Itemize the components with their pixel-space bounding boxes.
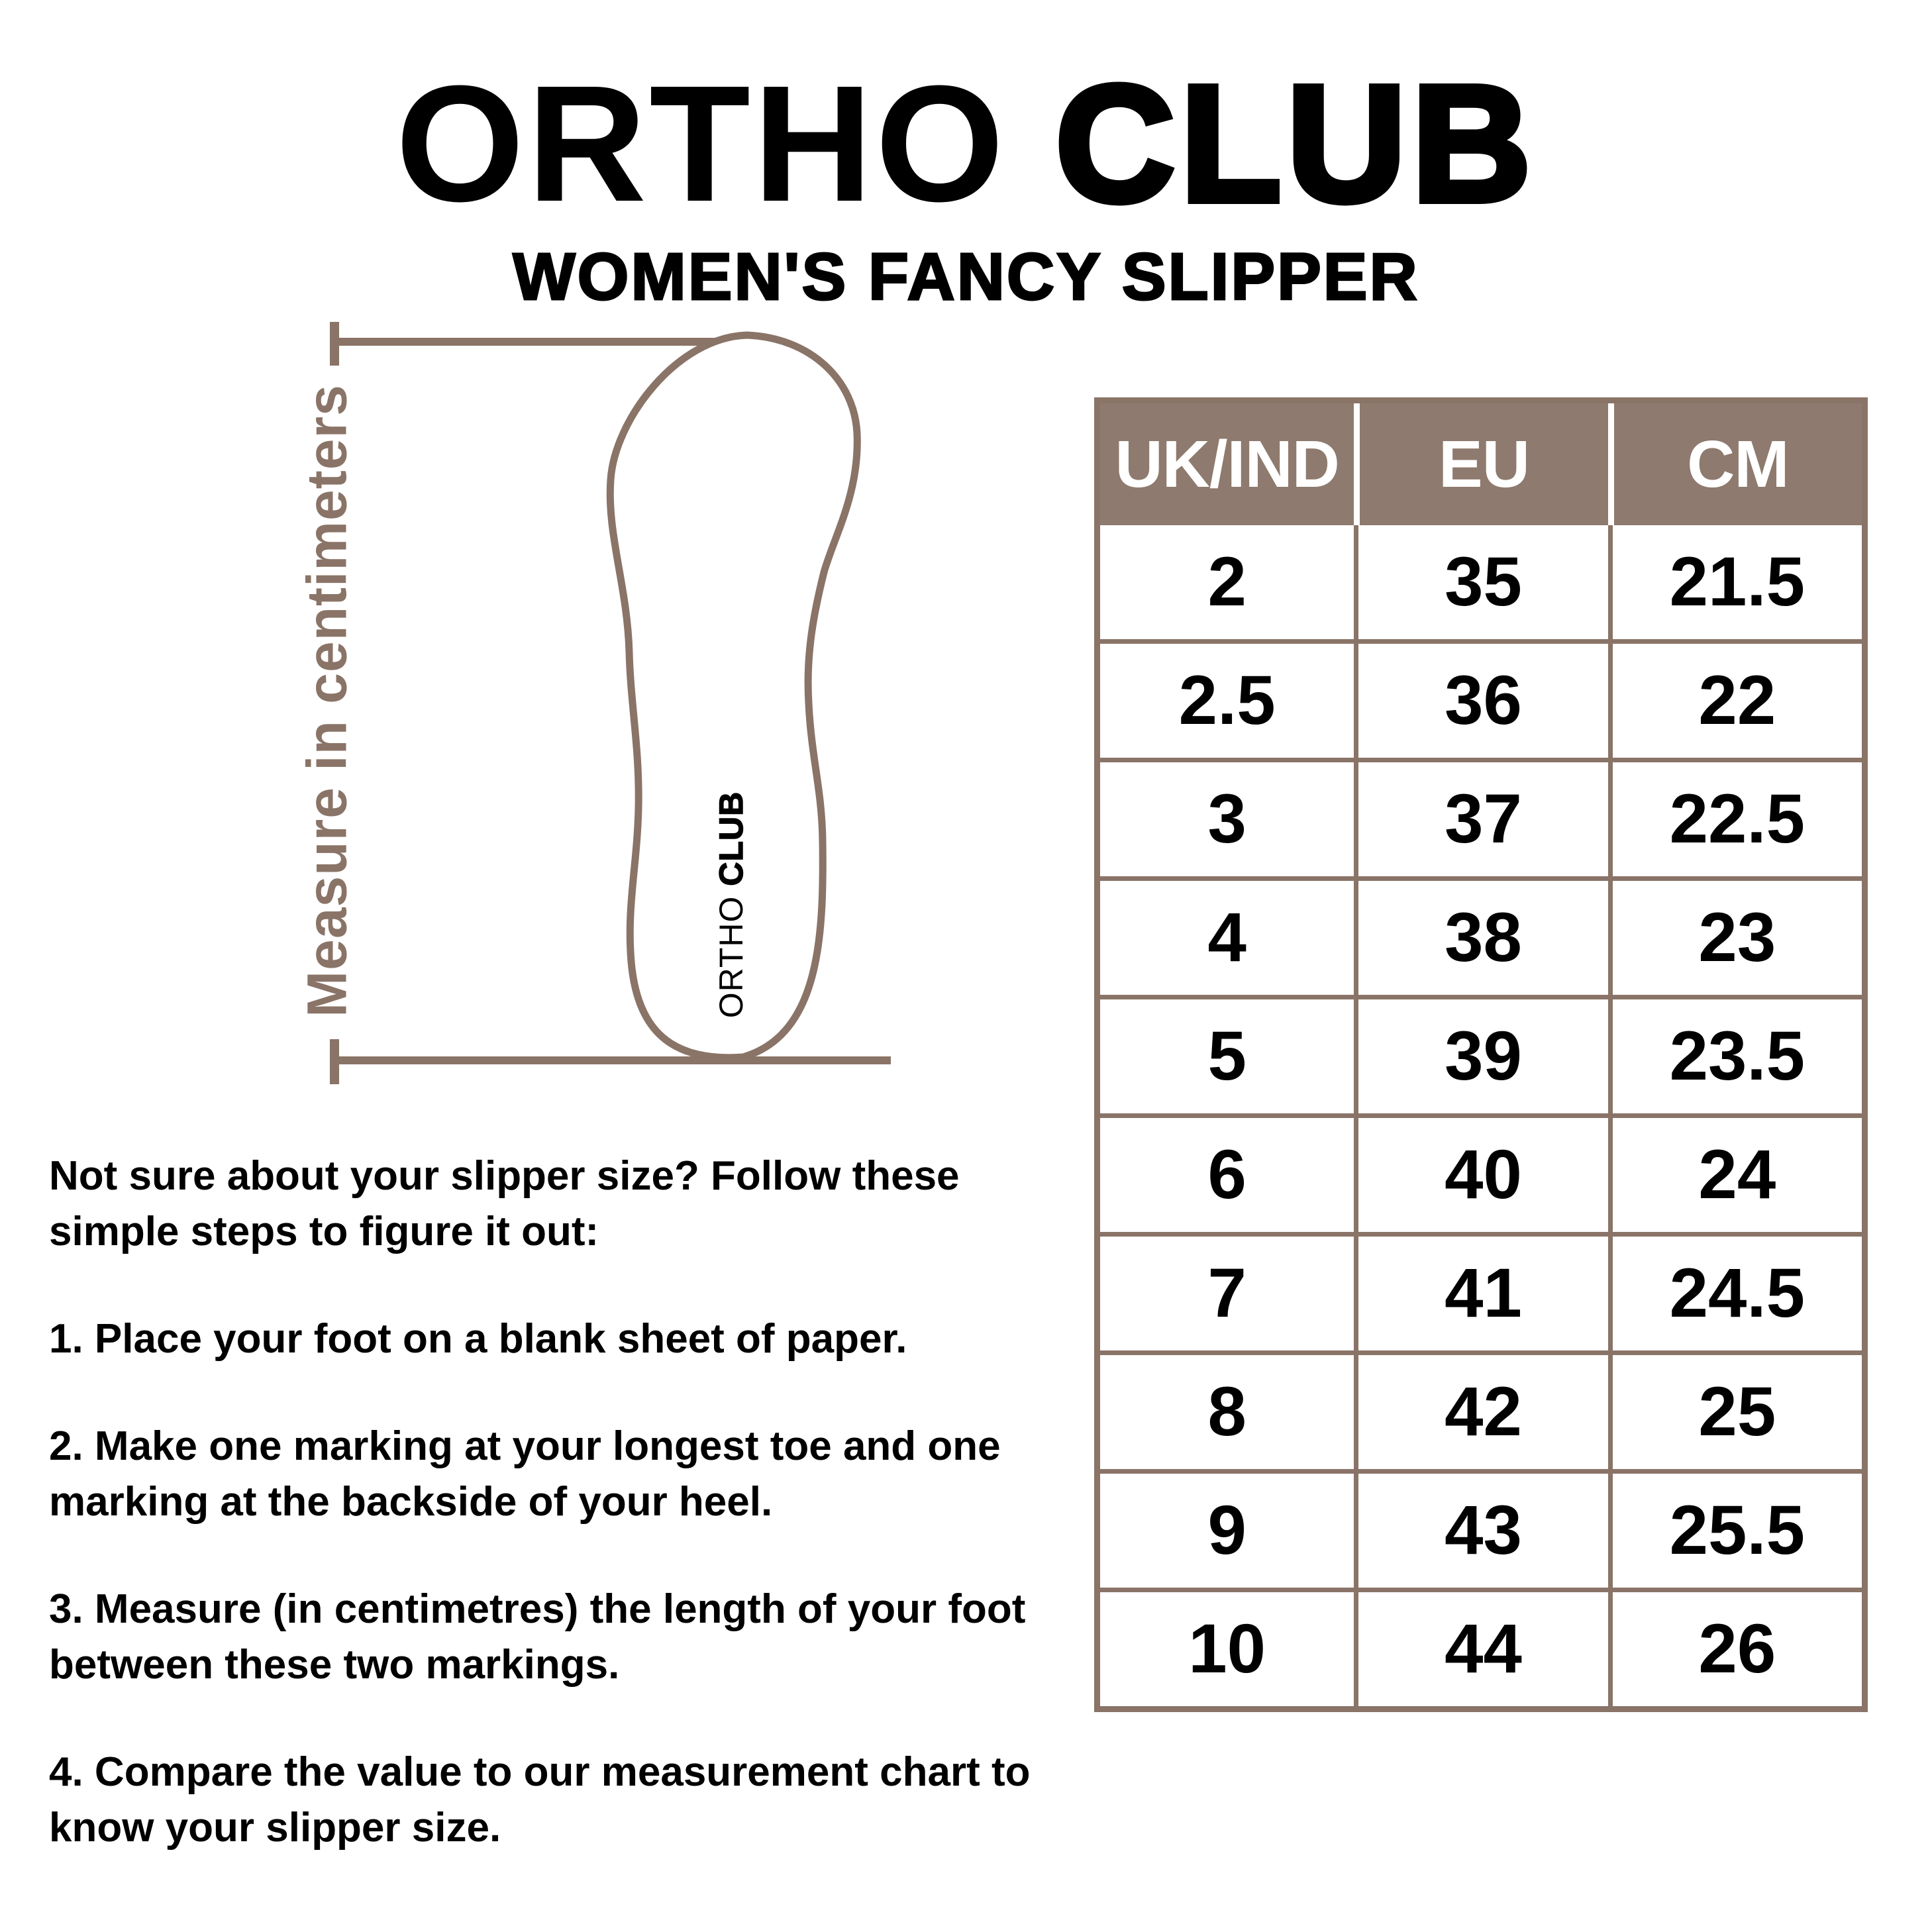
table-row (1100, 639, 1862, 758)
insole-brand-primary: ORTHO (713, 895, 750, 1019)
table-row (1100, 1113, 1862, 1232)
table-cell: 9 (1100, 1469, 1354, 1588)
table-cell: 35 (1354, 525, 1607, 639)
table-cell: 25 (1608, 1350, 1862, 1469)
table-cell: 42 (1354, 1350, 1607, 1469)
table-cell: 41 (1354, 1232, 1607, 1350)
instruction-step: 3. Measure (in centimetres) the length of your foot between these two markings. (49, 1586, 1026, 1688)
table-cell: 38 (1354, 876, 1607, 995)
table-cell: 21.5 (1608, 525, 1862, 639)
insole-brand-secondary: CLUB (713, 791, 750, 886)
table-cell: 22.5 (1608, 758, 1862, 876)
table-cell: 23.5 (1608, 995, 1862, 1113)
instruction-step: 1. Place your foot on a blank sheet of paper. (49, 1316, 907, 1362)
table-row (1100, 525, 1862, 639)
table-cell: 6 (1100, 1113, 1354, 1232)
table-cell: 25.5 (1608, 1469, 1862, 1588)
instruction-step: 4. Compare the value to our measurement chart to know your slipper size. (49, 1749, 1031, 1851)
table-row (1100, 876, 1862, 995)
table-cell: 44 (1354, 1588, 1607, 1706)
table-cell: 26 (1608, 1588, 1862, 1706)
size-chart-header-row (1100, 403, 1862, 525)
table-cell: 8 (1100, 1350, 1354, 1469)
table-row (1100, 995, 1862, 1113)
size-chart-body (1100, 525, 1862, 1706)
table-row (1100, 1232, 1862, 1350)
instructions-intro: Not sure about your slipper size? Follow these simple steps to figure it out: (49, 1153, 960, 1254)
table-cell: 2.5 (1100, 639, 1354, 758)
table-cell: 37 (1354, 758, 1607, 876)
table-cell: 3 (1100, 758, 1354, 876)
column-header-eu: EU (1354, 403, 1607, 525)
ruler-label: Measure in centimeters (295, 384, 358, 1017)
table-cell: 5 (1100, 995, 1354, 1113)
size-chart (1094, 397, 1868, 1712)
table-row (1100, 758, 1862, 876)
table-cell: 22 (1608, 639, 1862, 758)
table-cell: 39 (1354, 995, 1607, 1113)
table-cell: 7 (1100, 1232, 1354, 1350)
table-cell: 10 (1100, 1588, 1354, 1706)
column-header-uk-ind: UK/IND (1100, 403, 1354, 525)
brand-title-primary: ORTHO (395, 51, 1007, 236)
table-cell: 24.5 (1608, 1232, 1862, 1350)
brand-title-secondary: CLUB (1055, 51, 1537, 236)
foot-measure-diagram (278, 301, 934, 1129)
table-row (1100, 1588, 1862, 1706)
table-cell: 43 (1354, 1469, 1607, 1588)
product-subtitle: WOMEN'S FANCY SLIPPER (513, 240, 1419, 314)
brand-title (0, 51, 1932, 236)
table-cell: 40 (1354, 1113, 1607, 1232)
header (0, 51, 1932, 314)
insole-brand-space (713, 886, 750, 896)
instruction-step: 2. Make one marking at your longest toe and one marking at the backside of your heel. (49, 1423, 1001, 1525)
table-cell: 23 (1608, 876, 1862, 995)
table-cell: 4 (1100, 876, 1354, 995)
table-cell: 24 (1608, 1113, 1862, 1232)
table-row (1100, 1350, 1862, 1469)
size-chart-table (1100, 403, 1862, 1706)
table-row (1100, 1469, 1862, 1588)
column-header-cm: CM (1608, 403, 1862, 525)
table-cell: 36 (1354, 639, 1607, 758)
sizing-instructions (49, 1148, 1086, 1856)
table-cell: 2 (1100, 525, 1354, 639)
brand-title-space (1007, 51, 1055, 236)
insole-brand-text (712, 791, 750, 1018)
